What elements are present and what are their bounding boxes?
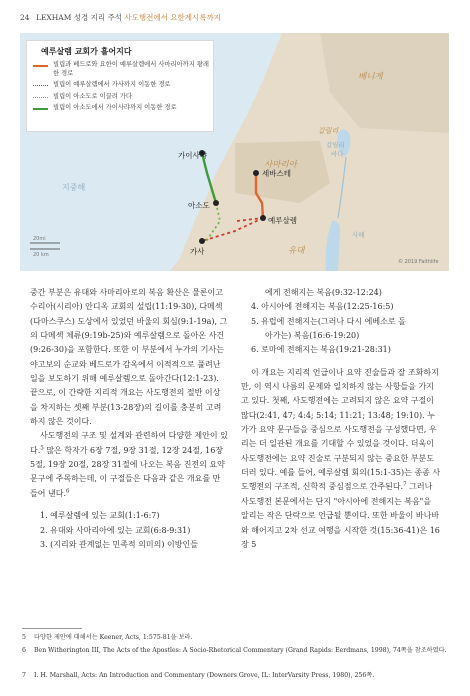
footnote-number: 7	[22, 672, 26, 679]
label-samaria: 사마리아	[264, 160, 297, 170]
list-item: 3. (지리와 관계없는 민족적 의미의) 이방인들	[40, 539, 198, 549]
label-sea-of-galilee-2: 바다	[331, 150, 344, 158]
city-dot-azotus	[213, 200, 219, 206]
label-scale-km: 20 km	[33, 252, 49, 258]
orange-line-swatch	[33, 65, 48, 67]
legend-title: 예루살렘 교회가 흩어지다	[41, 47, 132, 56]
paragraph	[241, 366, 441, 552]
legend-item-caesarea-route	[27, 104, 213, 113]
book-title: LEXHAM 성경 지리 주석	[35, 13, 122, 22]
right-column	[241, 286, 441, 552]
city-dot-sebaste	[253, 170, 259, 176]
label-mediterranean: 지중해	[62, 183, 86, 192]
red-dotted-swatch	[33, 85, 48, 86]
footnote-5	[22, 633, 448, 642]
label-caesarea: 가이사랴	[178, 151, 207, 160]
city-dot-gaza	[199, 238, 205, 244]
list-item: 에게 전해지는 복음(9:32-12:24)	[265, 288, 382, 297]
map-copyright: © 2019 Faithlife	[398, 259, 439, 265]
list-item: 5. 유럽에 전해지는(그러나 다시 에베소로 돌	[251, 316, 406, 326]
legend-item-gaza-route	[27, 81, 213, 90]
paragraph-text: 그러나 사도행전 본문에서는 단지 "아시아에 전해지는 복음"을 알리는 작은 단락으로 언급될 뿐이다. 또한 바울이 바나바와 해어지고 2차 선교 여행을 시작한 것(15:36-41)은 16장 5	[241, 482, 440, 549]
label-azotus: 아소도	[188, 201, 210, 210]
green-line-swatch	[33, 108, 48, 110]
label-jerusalem: 예루살렘	[268, 216, 297, 225]
label-dead-sea: 사해	[352, 231, 365, 239]
paragraph-text: 이 개요는 지리적 언급이나 요약 진술들과 잘 조화하지만, 이 역시 나름의 문제와 일치하지 않는 사항들을 가지고 있다. 첫째, 사도행전에는 고려되지 않은 요약 구절이 많다(2:41, 47; 4:4; 5:14; 11:21; 13:48; 19:10). 누가가 요약 문구들을 중심으로 사도행전을 구성했다면, 우리는 더 일관된 개요를 기대할 수 있었을 것이다. 더욱이 사도행전에는 요약 진술로 구분되지 않는 중요한 부분도 더러 있다. 예를 들어, 예루살렘 회의(15:1-35)는 종종 사도행전의 구조적, 신학적 중심점으로 간주된다.	[241, 367, 441, 492]
legend-label: 빌립과 베드로와 요한이 예루살렘에서 사마리아까지 왕래한 경로	[53, 61, 209, 77]
footnote-7	[22, 671, 448, 680]
city-dot-jerusalem	[260, 215, 266, 221]
legend-label: 빌립이 예루살렘에서 가사까지 이동한 경로	[53, 81, 171, 88]
list-item: 4. 아시아에 전해지는 복음(12:25-16:5)	[251, 302, 394, 312]
label-phoenicia: 베니게	[358, 72, 383, 82]
footnote-text: I. H. Marshall, Acts: An Introduction and Commentary (Downers Grove, IL: InterVarsity Press, 1980), 256쪽.	[34, 672, 375, 679]
label-judea: 유대	[288, 246, 305, 256]
footnote-text: Ben Witherington III, The Acts of the Apostles: A Socio-Rhetorical Commentary (Grand Rapids: Eerdmans, 1998), 74쪽을 참조하였다.	[34, 647, 447, 654]
footnote-ref-7[interactable]: 7	[403, 481, 407, 488]
legend-item-samaria-route	[27, 61, 213, 78]
legend-label: 빌립이 아소도로 이끌려 가다	[53, 92, 132, 100]
label-sea-of-galilee-1: 갈릴리	[326, 141, 345, 149]
footnote-6	[22, 646, 448, 655]
paragraph-text: 사도행전의 구조 및 설계와 관련하여 다양한 제안이 있다.	[30, 431, 228, 455]
list-item: 아가는) 복음(16:6-19:20)	[265, 331, 360, 341]
list-item: 2. 유대와 사마리아에 있는 교회(6:8-9:31)	[40, 525, 191, 535]
page-number: 24	[20, 13, 30, 22]
paragraph: 중간 부분은 유대와 사마리아로의 복음 확산은 물론이고 수리아(시리아) 안디옥 교회의 설립(11:19-30), 다메섹(다마스쿠스) 도상에서 있었던 바울의 회심(9:1-19a), 그의 다메섹 체류(9:19b-25)와 예루살렘으로 돌아온 사건(9:26-30)을 포함한다. 또한 이 부분에서 누가의 기사는 야고보의 순교와 베드로가 감옥에서 이적적으로 풀려난 일을 보도하기 위해 예루살렘으로 돌아간다(12:1-23). 끝으로, 이 간략한 지리적 개요는 사도행전의 절반 이상을 차지하는 셋째 부분(13-28장)의 길이를 충분히 고려하지 않은 것이다.	[30, 288, 228, 427]
footnote-divider	[22, 628, 82, 629]
label-galilee: 갈릴리	[318, 127, 339, 135]
map-legend	[26, 40, 214, 132]
left-column	[30, 286, 228, 552]
label-scale-mi: 20mi	[33, 236, 46, 242]
green-dotted-swatch	[33, 97, 48, 98]
paragraph-text: 많은 학자가 6장 7절, 9장 31절, 12장 24절, 16장 5절, 19장 20절, 28장 31절에 나오는 복음 진전의 요약 문구에 주목하는데, 이 구절들은 다음과 같은 개요를 만들어 낸다.	[30, 445, 225, 498]
footnote-ref-5[interactable]: 5	[40, 445, 44, 452]
label-sebaste: 세바스테	[262, 169, 291, 178]
footnote-ref-6[interactable]: 6	[66, 488, 70, 495]
paragraph	[30, 429, 228, 501]
section-title: 사도행전에서 요한계시록까지	[124, 13, 221, 22]
footnote-number: 6	[22, 647, 26, 654]
label-gaza: 가사	[190, 247, 205, 256]
footnote-text: 다양한 제안에 대해서는 Keener, Acts, 1:575-81을 보라.	[34, 634, 193, 641]
legend-label: 빌립이 아소도에서 가이사랴까지 이동한 경로	[53, 104, 177, 111]
legend-item-azotus-route	[27, 93, 213, 102]
list-item: 1. 예루살렘에 있는 교회(1:1-6:7)	[40, 511, 160, 521]
running-header	[20, 12, 221, 23]
list-item: 6. 로마에 전해지는 복음(19:21-28:31)	[251, 345, 391, 355]
footnote-number: 5	[22, 634, 26, 641]
